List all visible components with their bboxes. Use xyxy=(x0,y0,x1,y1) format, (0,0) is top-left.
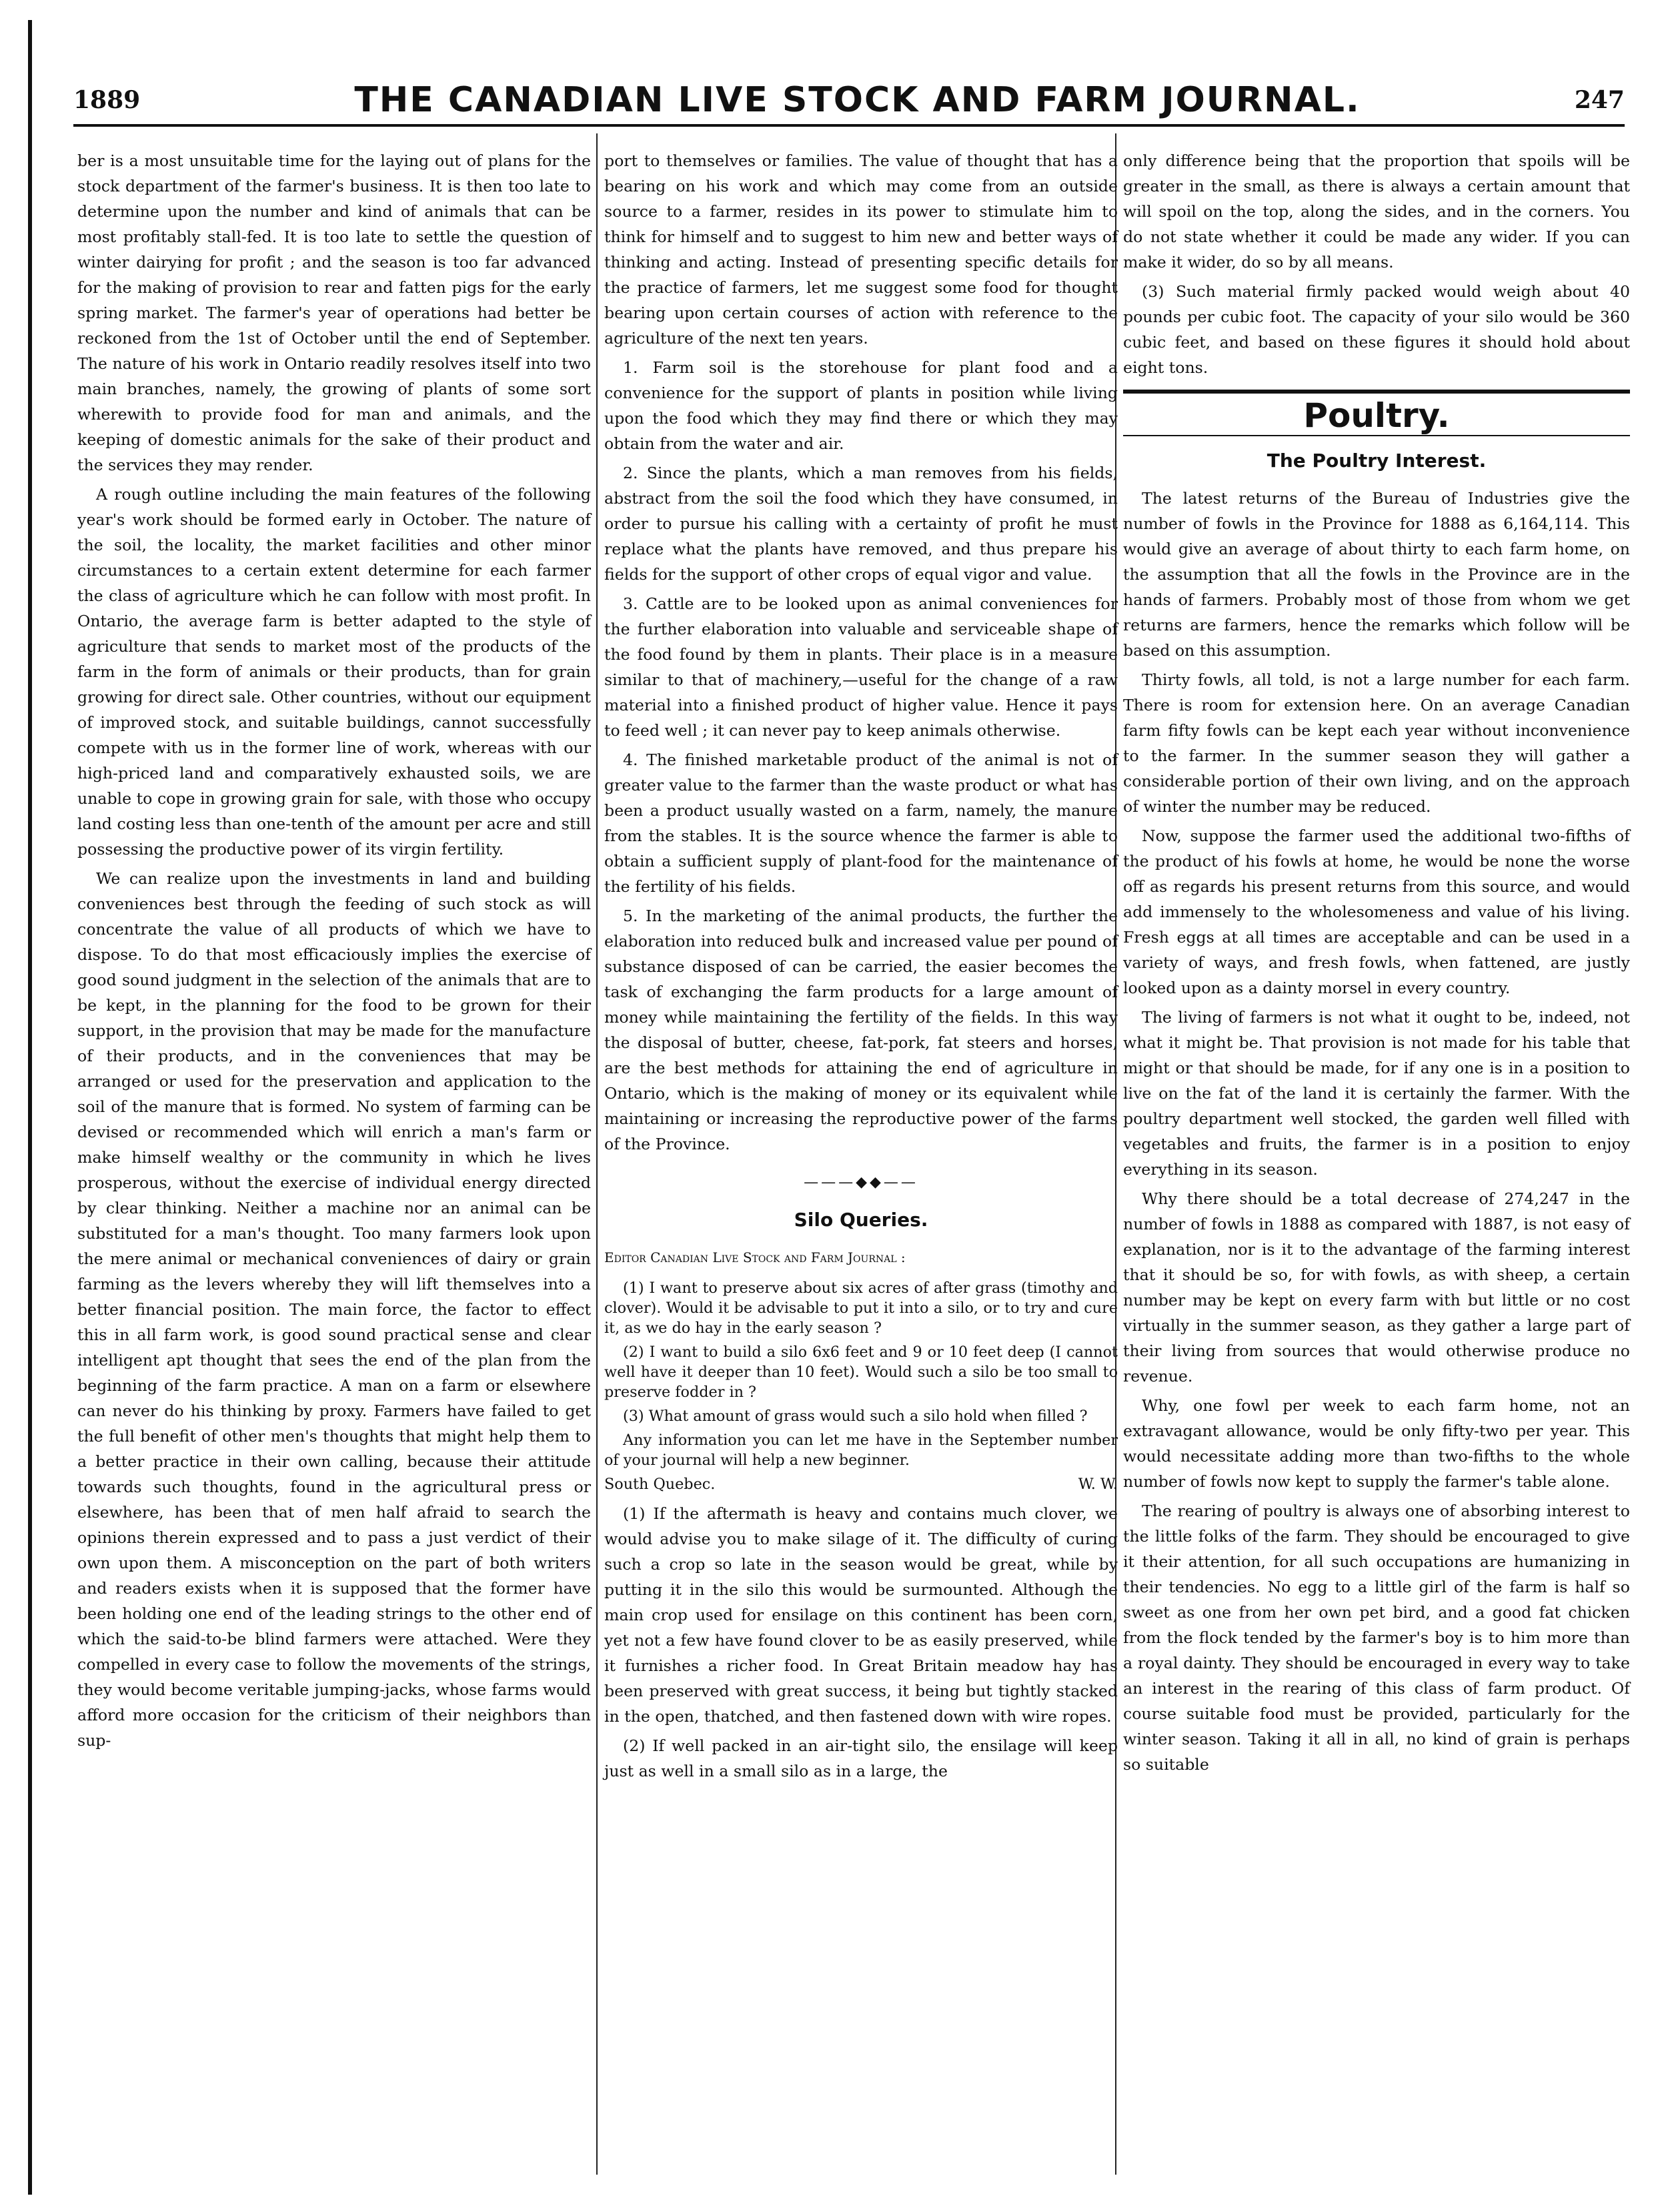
page-number: 247 xyxy=(1574,86,1625,114)
paragraph: 5. In the marketing of the animal products, the further the elaboration into reduced bulk and increased value per pound of substance disposed of can be carried, the easier becomes the task of exchanging the farm products for a large amount of money while maintaining the fertility of the fields. In this way the disposal of butter, cheese, fat-pork, fat steers and horses, are the best methods for attaining the end of agriculture in Ontario, which is the making of money or its equivalent while maintaining or increasing the reproductive power of the farms of the Province. xyxy=(604,907,1118,1153)
paragraph: port to themselves or families. The value of thought that has a bearing on his work and which may come from an outside source to a farmer, resides in its power to stimulate him to think for himself and to suggest to him new and better ways of thinking and acting. Instead of presenting specific details for the practice of farmers, let me suggest some food for thought bearing upon certain courses of action with reference to the agriculture of the next ten years. xyxy=(604,151,1118,348)
paragraph: The latest returns of the Bureau of Industries give the number of fowls in the Province for 1888 as 6,164,114. This would give an average of about thirty to each farm home, on the assumption that all the fowls in the Province are in the hands of farmers. Probably most of those from whom we get returns are farmers, hence the remarks which follow will be based on this assumption. xyxy=(1123,489,1630,660)
paragraph: (3) Such material firmly packed would weigh about 40 pounds per cubic foot. The capacity of your silo would be 360 cubic feet, and based on these figures it should hold about eight tons. xyxy=(1123,282,1630,377)
page-header xyxy=(73,73,1625,127)
header-year: 1889 xyxy=(73,86,141,114)
paragraph: Why there should be a total decrease of 274,247 in the number of fowls in 1888 as compared with 1887, is not easy of explanation, nor is it to the advantage of the farming interest that it should be so, for with fowls, as with sheep, a certain number may be kept on every farm with but little or no cost virtually in the summer season, as they gather a large part of their living from sources that would otherwise produce no revenue. xyxy=(1123,1189,1630,1386)
binding-edge xyxy=(28,20,32,2195)
silo-queries-heading: Silo Queries. xyxy=(794,1209,928,1231)
letter-question: Any information you can let me have in the September number of your journal will help a new beginner. xyxy=(604,1432,1118,1469)
poultry-interest-heading: The Poultry Interest. xyxy=(1267,450,1487,472)
column-3 xyxy=(1123,148,1630,1781)
paragraph: Now, suppose the farmer used the additional two-fifths of the product of his fowls at home, he would be none the worse off as regards his present returns from this source, and would add immensely to the wholesomeness and value of his living. Fresh eggs at all times are acceptable and can be used in a variety of ways, and fresh fowls, when fattened, are justly looked upon as a dainty morsel in every country. xyxy=(1123,826,1630,997)
section-rule xyxy=(1123,390,1630,394)
answer-paragraph: (2) If well packed in an air-tight silo, the ensilage will keep just as well in a small silo as in a large, the xyxy=(604,1736,1118,1780)
paragraph: Thirty fowls, all told, is not a large number for each farm. There is room for extension here. On an average Canadian farm fifty fowls can be kept each year without inconvenience to the farmer. In the summer season they will gather a considerable portion of their own living, and on the approach of winter the number may be reduced. xyxy=(1123,670,1630,816)
journal-title: THE CANADIAN LIVE STOCK AND FARM JOURNAL. xyxy=(354,80,1361,120)
paragraph: A rough outline including the main features of the following year's work should be formed early in October. The nature of the soil, the locality, the market facilities and other minor circumstances to a certain extent determine for each farmer the class of agriculture which he can follow with most profit. In Ontario, the average farm is better adapted to the style of agriculture that sends to market most of the products of the farm in the form of animals or their products, than for grain growing for direct sale. Other countries, without our equipment of improved stock, and suitable buildings, cannot successfully compete with us in the former line of work, whereas with our high-priced land and comparatively exhausted soils, we are unable to cope in growing grain for sale, with those who occupy land costing less than one-tenth of the amount per acre and still possessing the productive power of its virgin fertility. xyxy=(77,485,591,859)
paragraph: only difference being that the proportion that spoils will be greater in the small, as there is always a certain amount that will spoil on the top, along the sides, and in the corners. You do not state whether it could be made any wider. If you can make it wider, do so by all means. xyxy=(1123,151,1630,271)
letter-question: (2) I want to build a silo 6x6 feet and 9 or 10 feet deep (I cannot well have it deeper than 10 feet). Would such a silo be too small to preserve fodder in ? xyxy=(604,1343,1118,1401)
letter-signature xyxy=(604,1474,1118,1494)
editor-salutation: Editor Canadian Live Stock and Farm Journal : xyxy=(604,1249,906,1265)
paragraph: ber is a most unsuitable time for the laying out of plans for the stock department of the farmer's business. It is then too late to determine upon the number and kind of animals that can be most profitably stall-fed. It is too late to settle the question of winter dairying for profit ; and the season is too far advanced for the making of provision to rear and fatten pigs for the early spring market. The farmer's year of operations had better be reckoned from the 1st of October until the end of September. The nature of his work in Ontario readily resolves itself into two main branches, namely, the growing of plants of some sort wherewith to provide food for man and animals, and the keeping of domestic animals for the sake of their product and the services they may render. xyxy=(77,151,591,474)
poultry-section xyxy=(1123,390,1630,1777)
poultry-title: Poultry. xyxy=(1303,396,1450,435)
letter-question: (1) I want to preserve about six acres of after grass (timothy and clover). Would it be advisable to put it into a silo, or to try and cure it, as we do hay in the early season ? xyxy=(604,1279,1118,1337)
paragraph: The rearing of poultry is always one of absorbing interest to the little folks of the farm. They should be encouraged to give it their attention, for all such occupations are humanizing in their tendencies. No egg to a little girl of the farm is half so sweet as one from her own pet bird, and a good fat chicken from the flock tended by the farmer's boy is to him more than a royal dainty. They should be encouraged in every way to take an interest in the rearing of this class of farm product. Of course suitable food must be provided, particularly for the winter season. Taking it all in all, no kind of grain is perhaps so suitable xyxy=(1123,1502,1630,1774)
paragraph: We can realize upon the investments in land and building conveniences best through the feeding of such stock as will concentrate the value of all products of which we have to dispose. To do that most efficaciously implies the exercise of good sound judgment in the selection of the animals that are to be kept, in the planning for the food to be grown for their support, in the provision that may be made for the manufacture of their products, and in the conveniences that may be arranged or used for the preservation and application to the soil of the manure that is formed. No system of farming can be devised or recommended which will enrich a man's farm or make himself wealthy or the community in which he lives prosperous, without the exercise of individual energy directed by clear thinking. Neither a machine nor an animal can be substituted for a man's thought. Too many farmers look upon the mere animal or mechanical conveniences of dairy or grain farming as the levers whereby they will lift themselves into a better financial position. The main force, the factor to effect this in all farm work, is good sound practical sense and clear intelligent apt thought that sees the end of the plan from the beginning of the farm practice. A man on a farm or elsewhere can never do his thinking by proxy. Farmers have failed to get the full benefit of other men's thoughts that might help them to a better practice in their own calling, because their attitude towards such thoughts, found in the agricultural press or elsewhere, has been that of men half afraid to search the opinions therein expressed and to pass a just verdict of their own upon them. A misconception on the part of both writers and readers exists when it is supposed that the former have been holding one end of the leading strings to the other end of which the said-to-be blind farmers were attached. Were they compelled in every case to follow the movements of the strings, they would become veritable jumping-jacks, whose farms would afford more occasion for the criticism of their neighbors than sup- xyxy=(77,869,591,1750)
signature-initials: W. W. xyxy=(1078,1476,1118,1493)
letter-question: (3) What amount of grass would such a silo hold when filled ? xyxy=(623,1408,1088,1425)
paragraph: 2. Since the plants, which a man removes from his fields, abstract from the soil the food which they have consumed, in order to pursue his calling with a certainty of profit he must replace what the plants have removed, and thus prepare his fields for the support of other crops of equal vigor and value. xyxy=(604,464,1118,584)
column-1 xyxy=(77,148,591,1757)
paragraph: Why, one fowl per week to each farm home, not an extravagant allowance, would be only fifty-two per year. This would necessitate adding more than two-fifths to the whole number of fowls now kept to supply the farmer's table alone. xyxy=(1123,1396,1630,1491)
paragraph: The living of farmers is not what it ought to be, indeed, not what it might be. That provision is not made for his table that might or that should be made, for if any one is in a position to live on the fat of the land it is certainly the farmer. With the poultry department well stocked, the garden well filled with vegetables and fruits, the farmer is in a position to enjoy everything in its season. xyxy=(1123,1008,1630,1179)
column-divider xyxy=(596,133,598,2175)
signature-place: South Quebec. xyxy=(604,1476,716,1493)
section-rule xyxy=(1123,435,1630,436)
paragraph: 3. Cattle are to be looked upon as animal conveniences for the further elaboration into valuable and serviceable shape of the food found by them in plants. Their place is in a measure similar to that of machinery,—useful for the change of a raw material into a finished product of higher value. Hence it pays to feed well ; it can never pay to keep animals otherwise. xyxy=(604,594,1118,740)
header-rule xyxy=(73,124,1625,127)
answer-paragraph: (1) If the aftermath is heavy and contains much clover, we would advise you to make silage of it. The difficulty of curing such a crop so late in the season would be great, while by putting it in the silo this would be surmounted. Although the main crop used for ensilage on this continent has been corn, yet not a few have found clover to be as easily preserved, while it furnishes a richer food. In Great Britain meadow hay has been preserved with great success, it being but tightly stacked in the open, thatched, and then fastened down with wire ropes. xyxy=(604,1504,1118,1726)
section-divider: ———◆◆—— xyxy=(804,1174,918,1191)
paragraph: 4. The finished marketable product of the animal is not of greater value to the farmer than the waste product or what has been a product usually wasted on a farm, namely, the manure from the stables. It is the source whence the farmer is able to obtain a sufficient supply of plant-food for the maintenance of the fertility of his fields. xyxy=(604,750,1118,896)
paragraph: 1. Farm soil is the storehouse for plant food and a convenience for the support of plants in position while living upon the food which they may find there or which they may obtain from the water and air. xyxy=(604,358,1118,453)
column-2 xyxy=(604,148,1118,1788)
reader-letter xyxy=(604,1278,1118,1494)
